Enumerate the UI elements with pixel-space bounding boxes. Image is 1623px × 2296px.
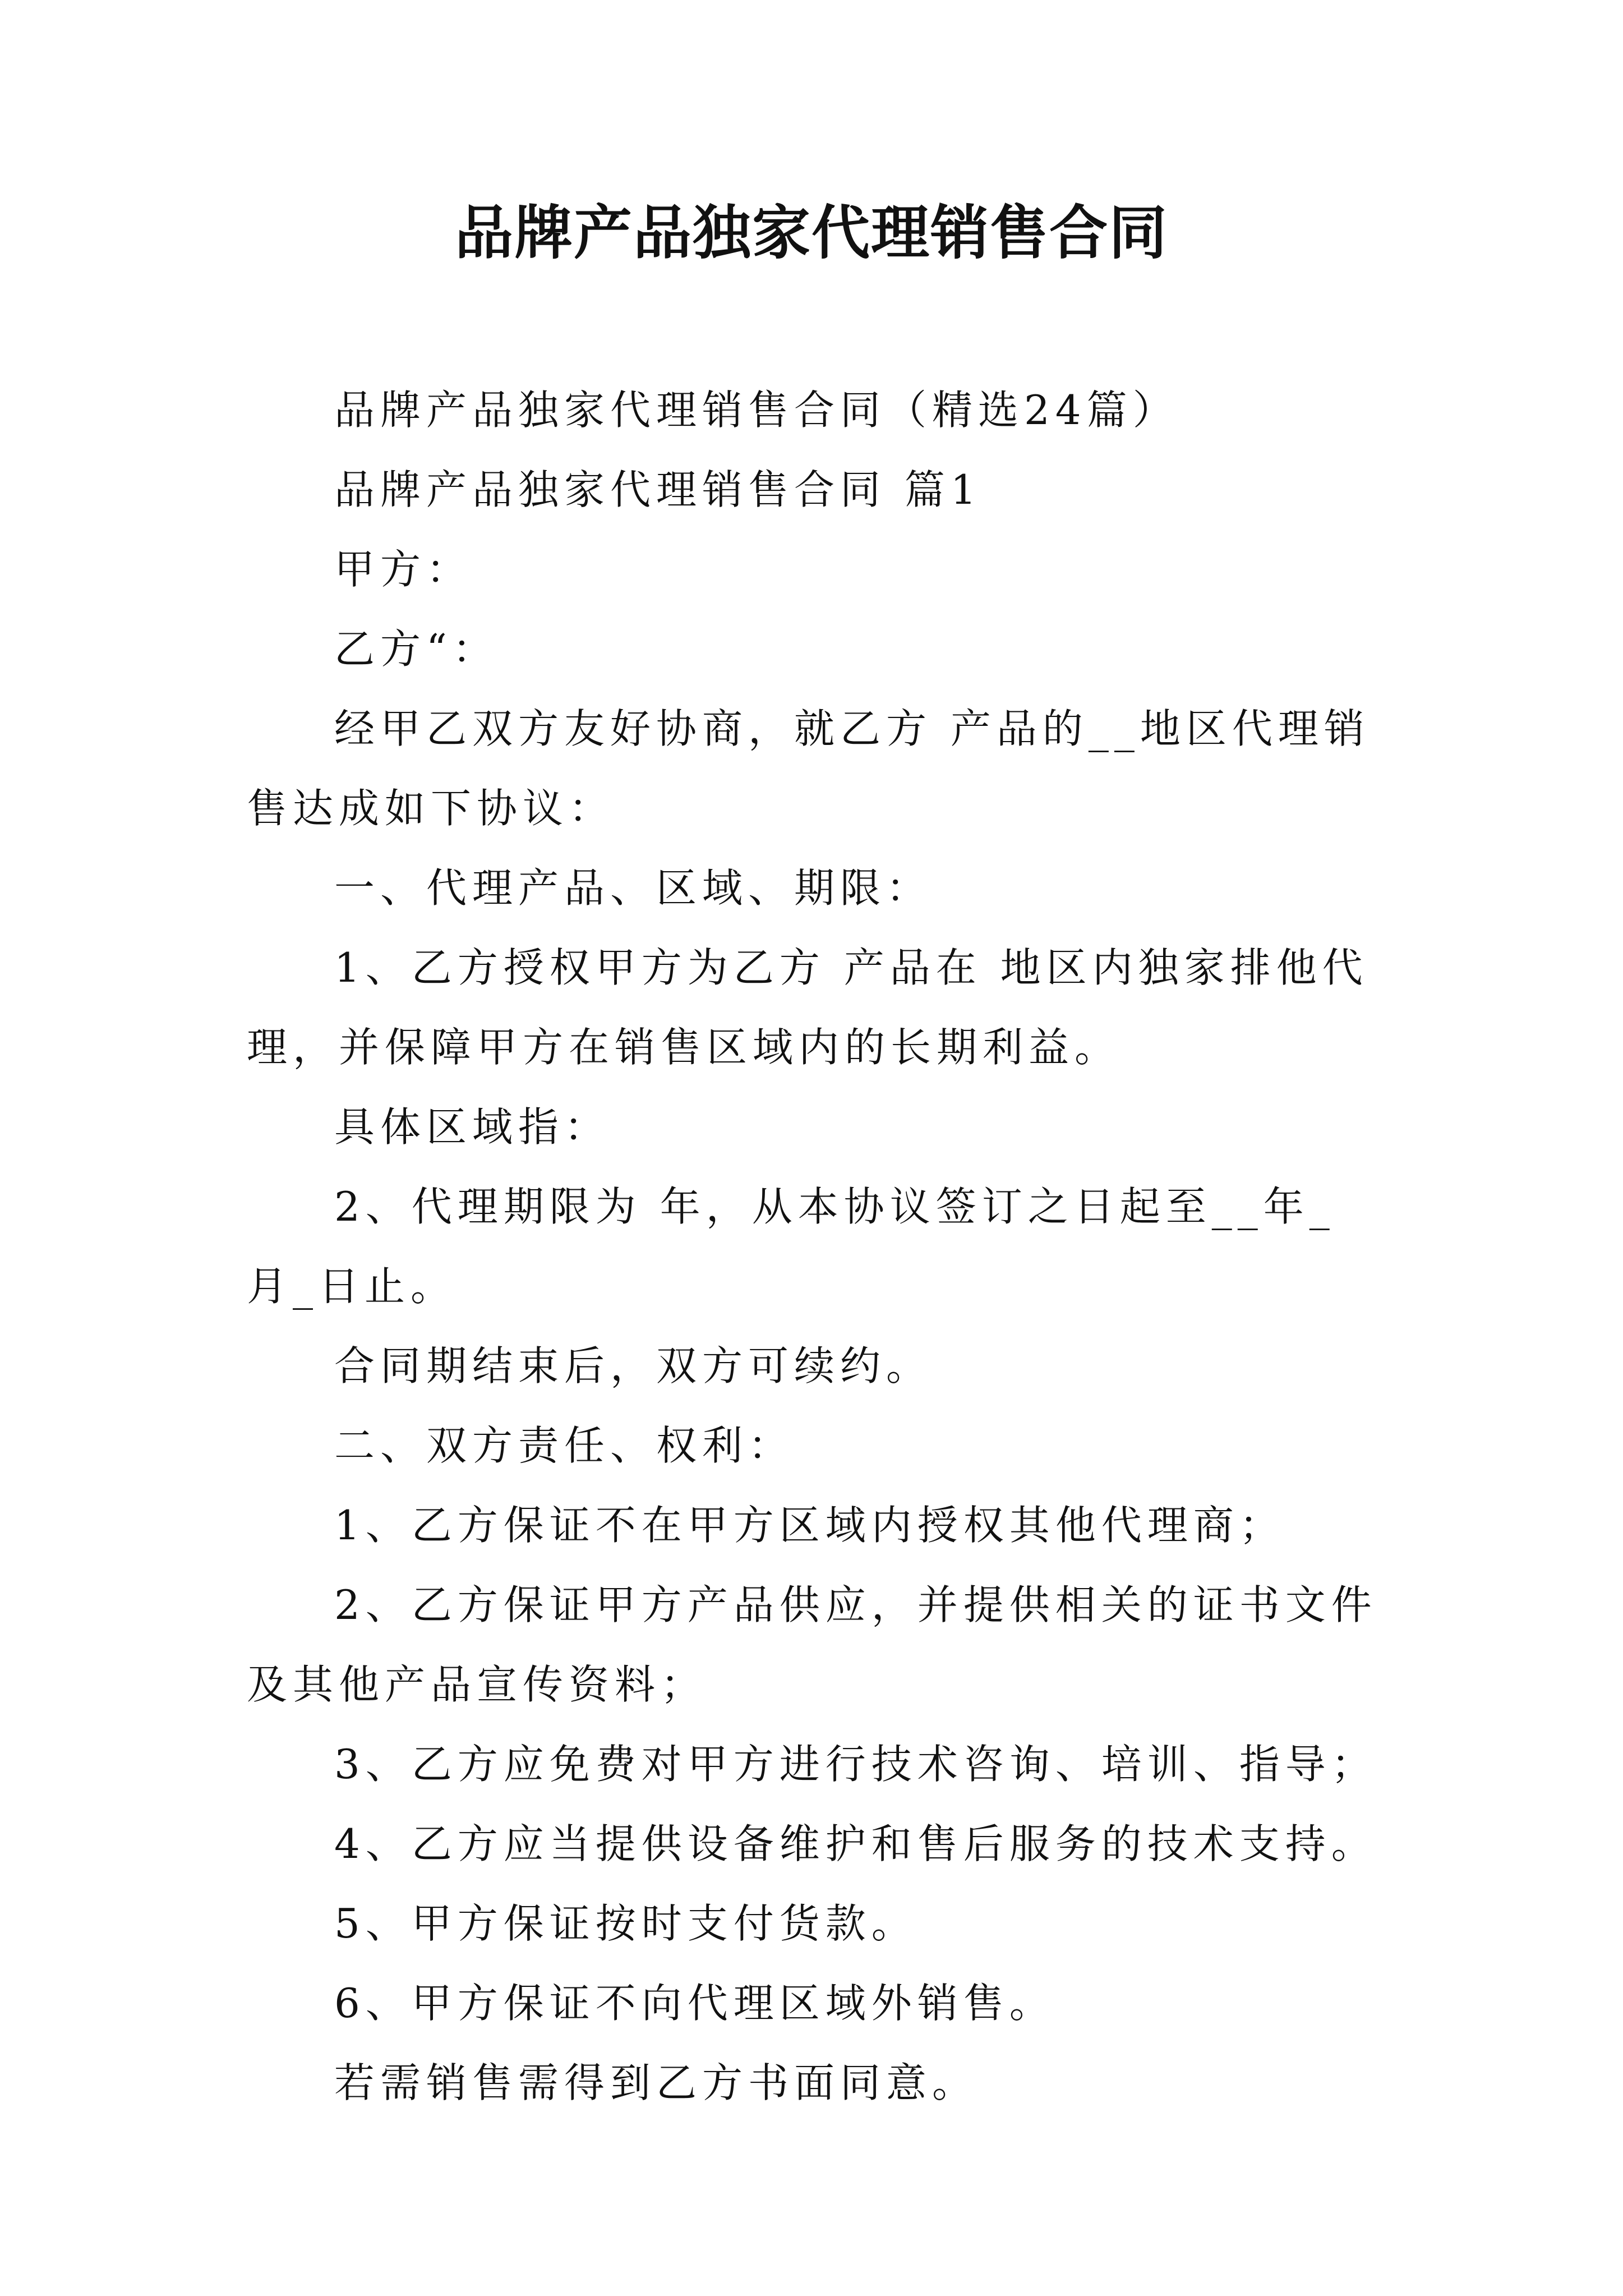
paragraph-party-a: 甲方： — [334, 546, 473, 593]
paragraph-clause-2-5: 5、甲方保证按时支付货款。 — [334, 1900, 917, 1947]
paragraph-clause-2-1: 1、乙方保证不在甲方区域内授权其他代理商； — [334, 1502, 1285, 1549]
paragraph-clause-1-1: 1、乙方授权甲方为乙方 产品在 地区内独家排他代理，并保障甲方在销售区域内的长期利益。 — [247, 944, 1368, 1071]
paragraph-clause-2-6: 6、甲方保证不向代理区域外销售。 — [334, 1980, 1055, 2027]
paragraph-party-b: 乙方“： — [334, 625, 499, 673]
document-title: 品牌产品独家代理销售合同 — [454, 198, 1168, 267]
paragraph-part-heading: 品牌产品独家代理销售合同 篇1 — [334, 466, 982, 513]
paragraph-section-1-heading: 一、代理产品、区域、期限： — [334, 864, 933, 912]
paragraph-renewal: 合同期结束后，双方可续约。 — [334, 1342, 933, 1389]
paragraph-clause-2-2: 2、乙方保证甲方产品供应，并提供相关的证书文件及其他产品宣传资料； — [247, 1581, 1377, 1708]
paragraph-clause-2-3: 3、乙方应免费对甲方进行技术咨询、培训、指导； — [334, 1741, 1377, 1788]
paragraph-section-2-heading: 二、双方责任、权利： — [334, 1422, 795, 1469]
paragraph-preamble: 经甲乙双方友好协商，就乙方 产品的__地区代理销售达成如下协议： — [247, 705, 1370, 832]
paragraph-consent-note: 若需销售需得到乙方书面同意。 — [334, 2059, 979, 2106]
paragraph-clause-1-2: 2、代理期限为 年，从本协议签订之日起至__年_月_日止。 — [247, 1183, 1335, 1310]
document-body — [247, 370, 1380, 2123]
paragraph-collection-heading: 品牌产品独家代理销售合同（精选24篇） — [334, 386, 1179, 434]
paragraph-region-detail: 具体区域指： — [334, 1103, 611, 1151]
paragraph-clause-2-4: 4、乙方应当提供设备维护和售后服务的技术支持。 — [334, 1820, 1377, 1867]
